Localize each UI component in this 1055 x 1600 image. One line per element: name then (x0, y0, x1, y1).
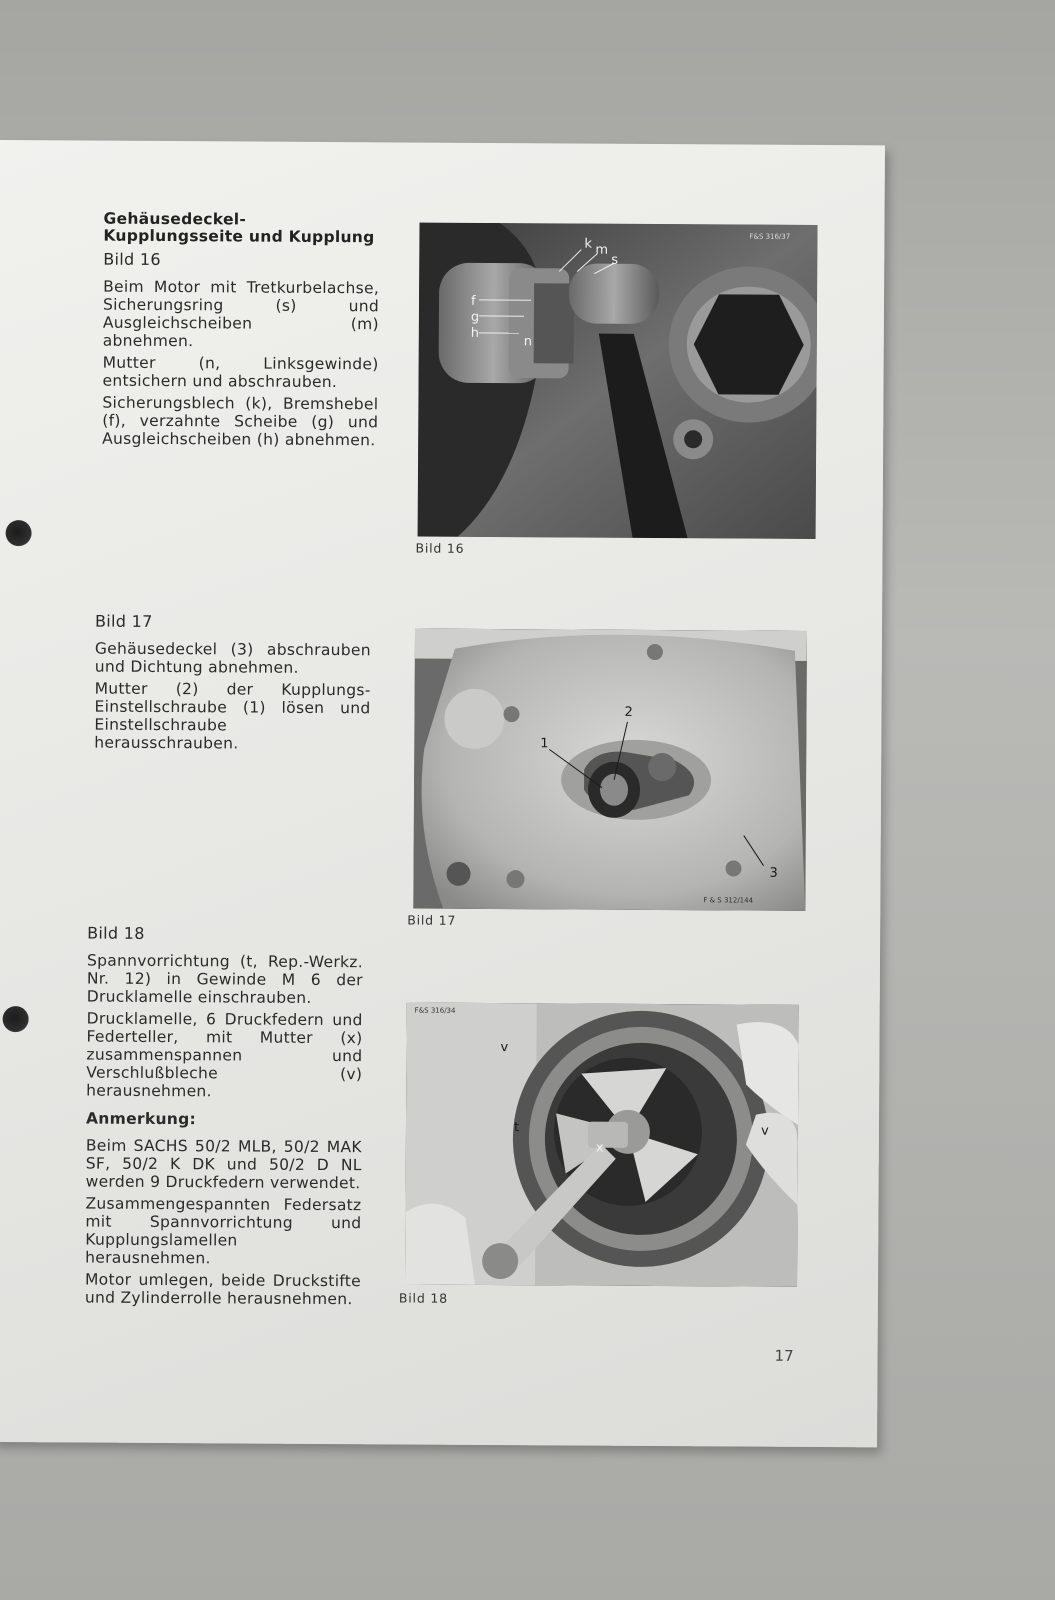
clutch-cover-photo (413, 629, 807, 911)
label-m: m (595, 242, 609, 258)
figure-caption: Bild 17 (407, 912, 457, 928)
label-s: s (611, 252, 619, 268)
label-1: 1 (540, 736, 549, 752)
instruction-paragraph: Gehäusedeckel (3) abschrauben und Dichtung abnehmen. (94, 639, 371, 677)
punch-hole (3, 1006, 29, 1032)
section-bild-16 (102, 211, 379, 454)
figure-code: F & S 312/144 (703, 896, 754, 905)
instruction-paragraph: Beim Motor mit Tretkurbelachse, Sicherungsring (s) und Ausgleichscheiben (m) abnehmen. (102, 277, 380, 351)
instruction-paragraph: Mutter (2) der Kupplungs-Einstellschraube (1) lösen und Einstellschraube herausschrauben. (94, 679, 371, 753)
label-v: v (500, 1040, 509, 1056)
note-paragraph: Motor umlegen, beide Druckstifte und Zylinderrolle herausnehmen. (84, 1270, 362, 1309)
photo-bild-18 (405, 1003, 799, 1287)
label-v: v (760, 1123, 769, 1139)
engine-kickstart-photo (418, 223, 818, 539)
section-heading: Gehäusedeckel-Kupplungsseite und Kupplung (103, 209, 375, 247)
photo-bild-16 (418, 223, 818, 539)
page-number: 17 (774, 1346, 794, 1365)
figure-caption: Bild 18 (398, 1290, 448, 1306)
note-paragraph: Beim SACHS 50/2 MLB, 50/2 MAK SF, 50/2 K DK und 50/2 D NL werden 9 Druckfedern verwendet. (85, 1136, 362, 1193)
figure-reference: Bild 16 (103, 249, 161, 269)
instruction-paragraph: Drucklamelle, 6 Druckfedern und Federteller, mit Mutter (x) zusammenspannen und Verschlußbleche (v) herausnehmen. (86, 1009, 363, 1101)
clutch-assembly-photo (405, 1003, 799, 1287)
label-f: f (470, 293, 476, 309)
label-g: g (470, 309, 480, 325)
label-t: t (513, 1120, 520, 1136)
figure-code: F&S 316/37 (749, 232, 791, 241)
figure-reference: Bild 17 (95, 611, 153, 631)
section-bild-18 (85, 925, 363, 1313)
figure-reference: Bild 18 (87, 923, 145, 943)
manual-page (0, 140, 885, 1447)
note-paragraph: Zusammengespannten Federsatz mit Spannvorrichtung und Kupplungslamellen herausnehmen. (85, 1194, 362, 1268)
label-3: 3 (769, 865, 778, 881)
photo-bild-17 (413, 629, 807, 911)
note-heading: Anmerkung: (85, 1109, 197, 1129)
instruction-paragraph: Sicherungsblech (k), Bremshebel (f), verzahnte Scheibe (g) und Ausgleichscheiben (h) abnehmen. (102, 393, 379, 450)
section-bild-17 (94, 613, 371, 758)
label-k: k (584, 236, 592, 252)
label-2: 2 (624, 704, 633, 720)
label-h: h (470, 325, 480, 341)
instruction-paragraph: Mutter (n, Linksgewinde) entsichern und abschrauben. (102, 353, 379, 392)
label-x: x (595, 1140, 604, 1156)
instruction-paragraph: Spannvorrichtung (t, Rep.-Werkz. Nr. 12) in Gewinde M 6 der Drucklamelle einschrauben. (86, 951, 364, 1007)
figure-caption: Bild 16 (415, 540, 465, 556)
figure-code: F&S 316/34 (414, 1006, 456, 1015)
label-n: n (523, 334, 533, 350)
punch-hole (6, 520, 32, 546)
